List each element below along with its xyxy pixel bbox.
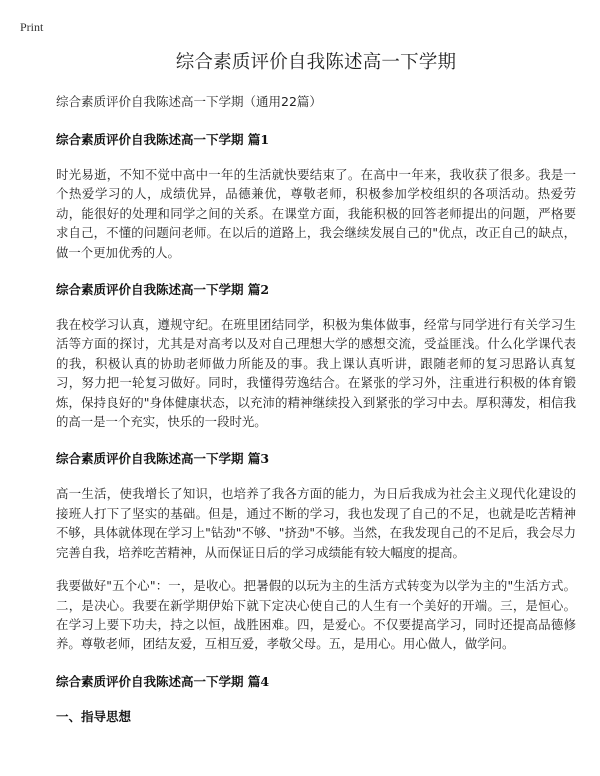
section-1 (56, 130, 576, 262)
document-subtitle: 综合素质评价自我陈述高一下学期（通用22篇） (56, 94, 322, 109)
document-title: 综合素质评价自我陈述高一下学期 (175, 52, 457, 73)
section-paragraph: 高一生活，使我增长了知识，也培养了我各方面的能力，为日后我成为社会主义现代化建设的接班人打下了坚实的基础。但是，通过不断的学习，我也发现了自己的不足，也就是吃苦精神不够，具体就体现在学习上"钻劲"不够、"挤劲"不够。当然，在我发现自己的不足后，我会尽力完善自我，培养吃苦精神，从而保证日后的学习成绩能有较大幅度的提高。 (56, 486, 576, 560)
print-link[interactable]: Print (20, 20, 44, 34)
document-body (56, 48, 576, 725)
guiding-ideology-heading: 一、指导思想 (56, 708, 132, 724)
section-paragraph: 我在校学习认真，遵规守纪。在班里团结同学，积极为集体做事，经常与同学进行有关学习生活等方面的探讨，尤其是对高考以及对自己理想大学的感想交流，受益匪浅。什么化学课代表的我，积极认真的协助老师做力所能及的事。我上课认真听讲，跟随老师的复习思路认真复习，努力把一轮复习做好。同时，我懂得劳逸结合。在紧张的学习外，注重进行积极的体育锻炼，保持良好的"身体健康状态，以充沛的精神继续投入到紧张的学习中去。厚积薄发，相信我的高一是一个充实，快乐的一段时光。 (56, 317, 576, 430)
section-paragraph: 时光易逝，不知不觉中高中一年的生活就快要结束了。在高中一年来，我收获了很多。我是一个热爱学习的人，成绩优异，品德兼优，尊敬老师，积极参加学校组织的各项活动。热爱劳动，能很好的处理和同学之间的关系。在课堂方面，我能积极的回答老师提出的问题，严格要求自己，不懂的问题问老师。在以后的道路上，我会继续发展自己的"优点，改正自己的缺点，做一个更加优秀的人。 (56, 167, 576, 260)
section-heading: 综合素质评价自我陈述高一下学期 篇1 (56, 132, 270, 147)
section-paragraph: 我要做好"五个心"：一，是收心。把暑假的以玩为主的生活方式转变为以学为主的"生活方式。二，是决心。我要在新学期伊始下就下定决心使自己的人生有一个美好的开端。三，是恒心。在学习上要下功夫，持之以恒，战胜困难。四，是爱心。不仅要提高学习，同时还提高品德修养。尊敬老师，团结友爱，互相互爱，孝敬父母。五，是用心。用心做人，做学问。 (56, 578, 576, 652)
section-heading: 综合素质评价自我陈述高一下学期 篇3 (56, 451, 270, 467)
section-heading: 综合素质评价自我陈述高一下学期 篇4 (56, 673, 270, 689)
section-heading: 综合素质评价自我陈述高一下学期 篇2 (56, 282, 270, 298)
section-2 (56, 280, 576, 431)
section-4 (56, 672, 576, 725)
section-3 (56, 449, 576, 653)
